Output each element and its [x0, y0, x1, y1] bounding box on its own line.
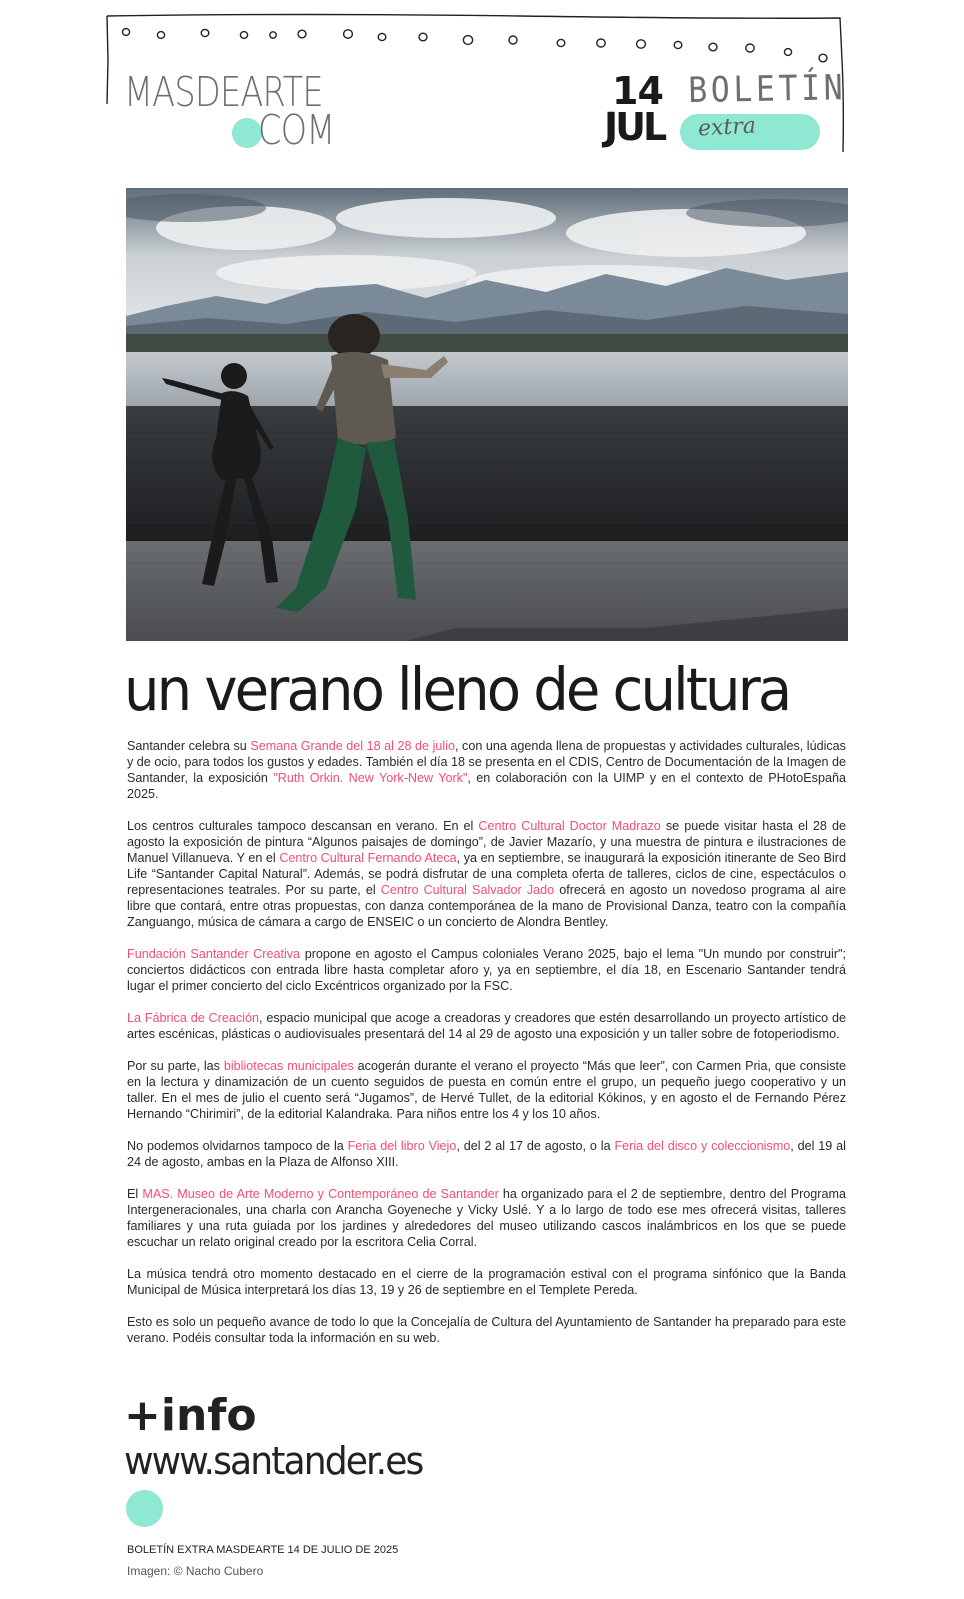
text-segment: , ya en septiembre, se inaugurará la exposición itinerante de Seo Bird Life “Santander Capital Natural”. Además, se podrá disfrutar de una completa oferta de talleres, ciclos de cine, espectáculos o representaciones teatrales. Por su parte, el — [127, 851, 846, 897]
image-credit: Imagen: © Nacho Cubero — [127, 1564, 264, 1578]
text-segment: Por su parte, las — [127, 1059, 224, 1073]
text-segment: se puede visitar hasta el 28 de agosto la exposición de pintura “Algunos paisajes de domingo”, de Javier Mazarío, y una muestra de pintura e ilustraciones de Manuel Villanueva. Y en el — [127, 819, 846, 865]
bulletin-footer: BOLETÍN EXTRA MASDEARTE 14 DE JULIO DE 2025 — [127, 1544, 399, 1556]
hero-image[interactable] — [126, 188, 848, 641]
link-doctor-madrazo[interactable]: Centro Cultural Doctor Madrazo — [478, 819, 661, 833]
extra-badge: extra — [697, 113, 757, 142]
accent-dot-icon — [126, 1490, 163, 1527]
link-salvador-jado[interactable]: Centro Cultural Salvador Jado — [380, 883, 555, 897]
masdearte-logo[interactable] — [124, 68, 354, 154]
paragraph-cierre — [127, 1314, 846, 1346]
link-mas-museo[interactable]: MAS. Museo de Arte Moderno y Contemporáneo de Santander — [142, 1187, 499, 1201]
paragraph-musica — [127, 1266, 846, 1298]
text-segment: Esto es solo un pequeño avance de todo lo que la Concejalía de Cultura del Ayuntamiento de Santander ha preparado para este verano. Podéis consultar toda la información en su web. — [127, 1315, 846, 1345]
paragraph-semana-grande — [127, 738, 846, 802]
text-segment: propone en agosto el Campus coloniales Verano 2025, bajo el lema "Un mundo por construir"; conciertos didácticos con entrada libre hasta completar aforo y, ya en septiembre, el día 18, en Escenario Santander tendrá lugar el primer concierto del ciclo Excéntricos organizado por la FSC. — [127, 947, 847, 993]
paragraph-fundacion — [127, 946, 846, 994]
logo-domain: COM — [258, 106, 335, 154]
text-segment: , espacio municipal que acoge a creadoras y creadores que estén desarrollando un proyecto artístico de artes escénicas, plásticas o audiovisuales presentará del 14 al 29 de agosto una exposición y un taller sobre de fotoperiodismo. — [127, 1011, 847, 1041]
text-segment: El — [127, 1187, 143, 1201]
paragraph-fabrica — [127, 1010, 846, 1042]
article-body — [127, 738, 846, 1362]
paragraph-centros-culturales — [127, 818, 846, 930]
header — [0, 0, 964, 170]
text-segment: , en colaboración con la UIMP y en el contexto de PHotoEspaña 2025. — [127, 771, 846, 801]
text-segment: , del 2 al 17 de agosto, o la — [456, 1139, 615, 1153]
text-segment: No podemos olvidarnos tampoco de la — [127, 1139, 348, 1153]
text-segment: , con una agenda llena de propuestas y actividades culturales, lúdicas y de ocio, para todos los gustos y edades. También el día 18 se presenta en el CDIS, Centro de Documentación de la Imagen de Santander, la exposición — [127, 739, 846, 785]
issue-day: 14 — [612, 69, 663, 113]
dancers-photo-icon — [126, 188, 848, 641]
logo-wordmark: MASDEARTE — [124, 68, 323, 116]
link-bibliotecas-municipales[interactable]: bibliotecas municipales — [223, 1059, 354, 1073]
link-fundacion-santander-creativa[interactable]: Fundación Santander Creativa — [127, 947, 301, 961]
text-segment: ha organizado para el 2 de septiembre, dentro del Programa Intergeneracionales, una charla con Arancha Goyeneche y Vicky Uslé. Y a lo largo de todo ese mes ofrecerá visitas, talleres familiares y una ruta guiada por los jardines y alrededores del museo utilizando cascos inalámbricos en los que se puede escuchar un relato original creado por la escritora Celia Corral. — [127, 1187, 846, 1249]
link-feria-libro-viejo[interactable]: Feria del libro Viejo — [347, 1139, 457, 1153]
text-segment: Santander celebra su — [127, 739, 251, 753]
paragraph-ferias — [127, 1138, 846, 1170]
text-segment: ofrecerá en agosto un novedoso programa al aire libre que contará, entre otras propuestas, con danza contemporánea de la mano de Provisional Danza, teatro con la compañía Zanguango, música de cámara a cargo de ENSEIC o un concierto de Alondra Bentley. — [127, 883, 846, 929]
link-ruth-orkin[interactable]: "Ruth Orkin. New York-New York" — [273, 771, 468, 785]
text-segment: , del 19 al 24 de agosto, ambas en la Plaza de Alfonso XIII. — [127, 1139, 846, 1169]
link-fernando-ateca[interactable]: Centro Cultural Fernando Ateca — [279, 851, 457, 865]
paragraph-bibliotecas — [127, 1058, 846, 1122]
text-segment: La música tendrá otro momento destacado en el cierre de la programación estival con el programa sinfónico que la Banda Municipal de Música interpretará los días 13, 19 y 26 de septiembre en el Templete Pereda. — [127, 1267, 846, 1297]
link-fabrica-de-creacion[interactable]: La Fábrica de Creación — [127, 1011, 259, 1025]
bulletin-title: BOLETÍN — [687, 68, 847, 111]
paragraph-mas-museo — [127, 1186, 846, 1250]
issue-month: JUL — [604, 105, 665, 149]
link-semana-grande[interactable]: Semana Grande del 18 al 28 de julio — [250, 739, 455, 753]
text-segment: acogerán durante el verano el proyecto “Más que leer”, con Carmen Pria, que consiste en la lectura y dinamización de un cuento seguidos de puesta en común entre el grupo, un pequeño juego cooperativo y un taller. En el mes de julio el cuento será “Jugamos”, de Hervé Tullet, de la editorial Kókinos, y en agosto el de Fernando Pérez Hernando “Chirimiri”, de la editorial Kalandraka. Para niños entre los 4 y los 10 años. — [127, 1059, 846, 1121]
article-headline: un verano lleno de cultura — [124, 655, 790, 724]
link-feria-disco[interactable]: Feria del disco y coleccionismo — [614, 1139, 791, 1153]
text-segment: Los centros culturales tampoco descansan en verano. En el — [127, 819, 479, 833]
website-link[interactable]: www.santander.es — [124, 1439, 423, 1483]
more-info-label: +info — [124, 1390, 257, 1441]
